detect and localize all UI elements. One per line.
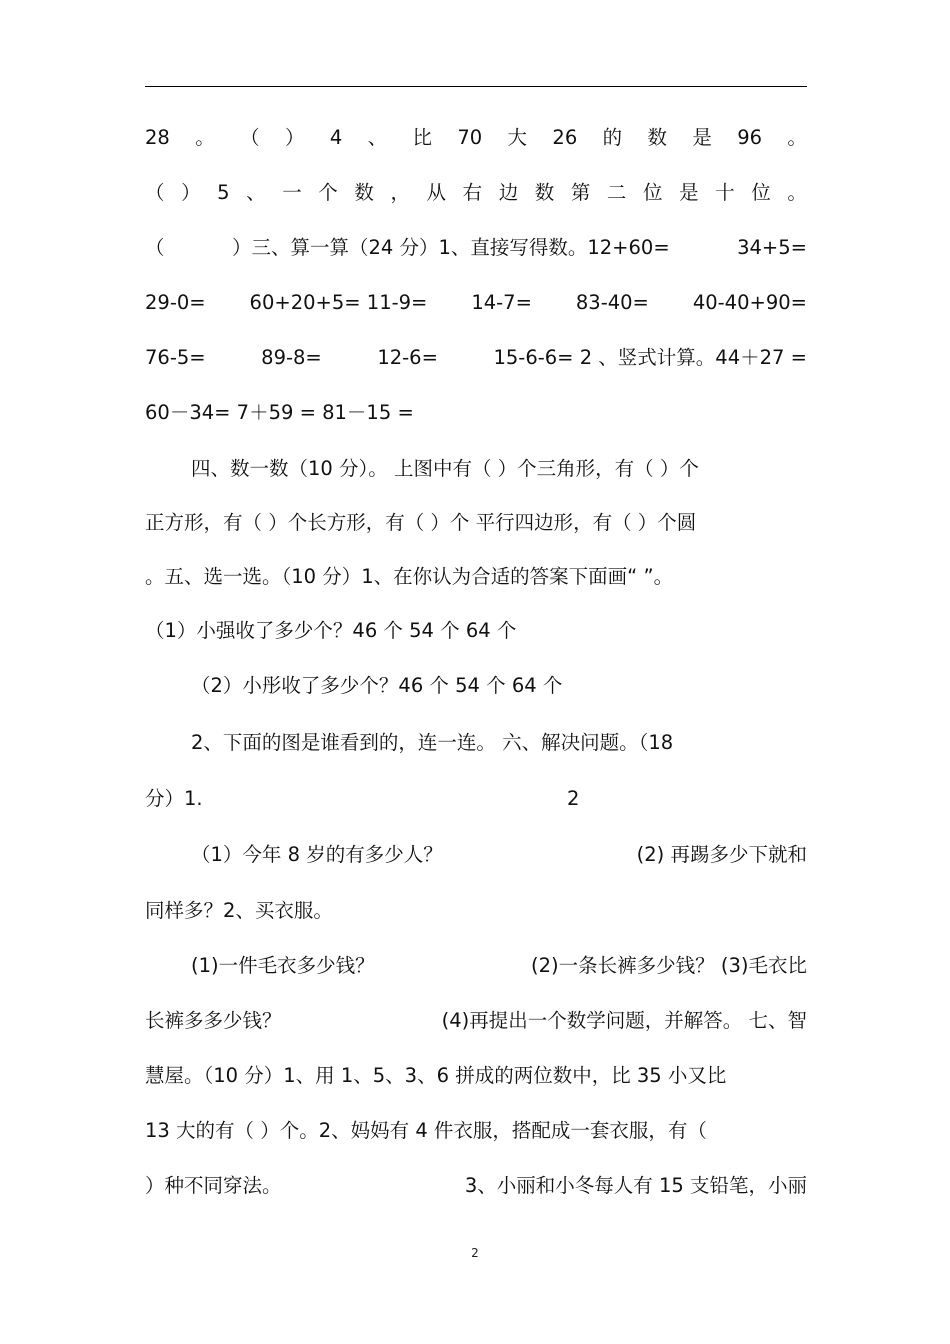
- text-line-12: 2、下面的图是谁看到的，连一连。 六、解决问题。（18: [191, 731, 674, 754]
- text-line-9: 。五、选一选。（10 分）1、在你认为合适的答案下面画“ ”。: [145, 565, 674, 588]
- text-line-10: （1）小强收了多少个？46 个 54 个 64 个: [145, 619, 517, 642]
- token: 二: [606, 181, 627, 204]
- token: 。: [787, 126, 807, 149]
- page-number: 2: [471, 1246, 479, 1260]
- token: 数: [534, 181, 555, 204]
- token: 26: [552, 126, 578, 149]
- text-line-6: 60－34= 7＋59 = 81－15 =: [145, 401, 414, 424]
- line-left: 分）1.: [145, 787, 203, 810]
- token: 比: [412, 126, 432, 149]
- line-left: ）种不同穿法。: [145, 1174, 282, 1197]
- line-right: (2)一条长裤多少钱？ (3)毛衣比: [531, 954, 807, 977]
- token: 29-0=: [145, 291, 206, 314]
- line-right: 3、小丽和小冬每人有 15 支铅笔，小丽: [464, 1174, 807, 1197]
- token: 14-7=: [471, 291, 532, 314]
- token: 数: [647, 126, 667, 149]
- line-left: （1）今年 8 岁的有多少人？: [191, 843, 443, 866]
- token: 的: [602, 126, 623, 149]
- token: 34+5=: [737, 236, 807, 259]
- token: 是: [692, 126, 712, 149]
- token: 83-40=: [575, 291, 649, 314]
- token: 4: [329, 126, 343, 149]
- token: 12-6=: [377, 346, 438, 369]
- token: 89-8=: [261, 346, 322, 369]
- token: 边: [498, 181, 519, 204]
- text-line-16: [145, 949, 807, 983]
- token: 从: [426, 181, 447, 204]
- text-line-19: 13 大的有（ ）个。2、妈妈有 4 件衣服，搭配成一套衣服，有（: [145, 1119, 707, 1142]
- token: 40-40+90=: [692, 291, 807, 314]
- token: （: [145, 181, 165, 204]
- token: 60+20+5= 11-9=: [249, 291, 428, 314]
- header-rule: [145, 86, 807, 87]
- text-line-8: 正方形，有（ ）个长方形，有（ ）个 平行四边形，有（ ）个圆: [145, 511, 697, 534]
- token: 十: [715, 181, 735, 204]
- text-line-5: [145, 341, 807, 375]
- token: 。: [195, 126, 215, 149]
- token: ）: [284, 126, 305, 149]
- text-line-17: [145, 1004, 807, 1038]
- token: （: [145, 236, 165, 259]
- token: 、: [246, 181, 266, 204]
- text-line-11: （2）小彤收了多少个？46 个 54 个 64 个: [191, 674, 563, 697]
- token: ）三、算一算（24 分）1、直接写得数。12+60=: [231, 236, 670, 259]
- text-line-7: 四、数一数（10 分）。 上图中有（ ）个三角形，有（ ）个: [191, 457, 699, 480]
- token: 5: [217, 181, 230, 204]
- text-line-4: [145, 286, 807, 320]
- token: 一: [282, 181, 302, 204]
- line-left: (1)一件毛衣多少钱？: [191, 954, 375, 977]
- line-right: (2) 再踢多少下就和: [636, 843, 807, 866]
- text-line-18: 慧屋。（10 分）1、用 1、5、3、6 拼成的两位数中，比 35 小又比: [145, 1064, 727, 1087]
- line-right: 2: [567, 787, 580, 810]
- token: 28: [145, 126, 170, 149]
- text-line-20: [145, 1169, 807, 1203]
- token: 大: [507, 126, 528, 149]
- token: 右: [462, 181, 483, 204]
- token: 位: [751, 181, 771, 204]
- token: ，: [390, 181, 410, 204]
- text-line-15: 同样多？2、买衣服。: [145, 899, 333, 922]
- token: 70: [457, 126, 483, 149]
- token: ）: [181, 181, 201, 204]
- token: 位: [643, 181, 663, 204]
- token: 96: [737, 126, 763, 149]
- token: 15-6-6= 2 、竖式计算。44＋27 =: [493, 346, 807, 369]
- text-line-3: [145, 231, 807, 265]
- token: 是: [679, 181, 699, 204]
- token: 、: [367, 126, 388, 149]
- token: 。: [787, 181, 807, 204]
- token: 数: [354, 181, 374, 204]
- token: 第: [570, 181, 591, 204]
- text-line-1: [145, 121, 807, 155]
- line-right: (4)再提出一个数学问题，并解答。 七、智: [441, 1009, 807, 1032]
- token: 个: [318, 181, 338, 204]
- text-line-13: [145, 782, 807, 816]
- line-left: 长裤多多少钱？: [145, 1009, 282, 1032]
- text-line-2: [145, 176, 807, 210]
- token: （: [240, 126, 260, 149]
- token: 76-5=: [145, 346, 206, 369]
- text-line-14: [145, 838, 807, 872]
